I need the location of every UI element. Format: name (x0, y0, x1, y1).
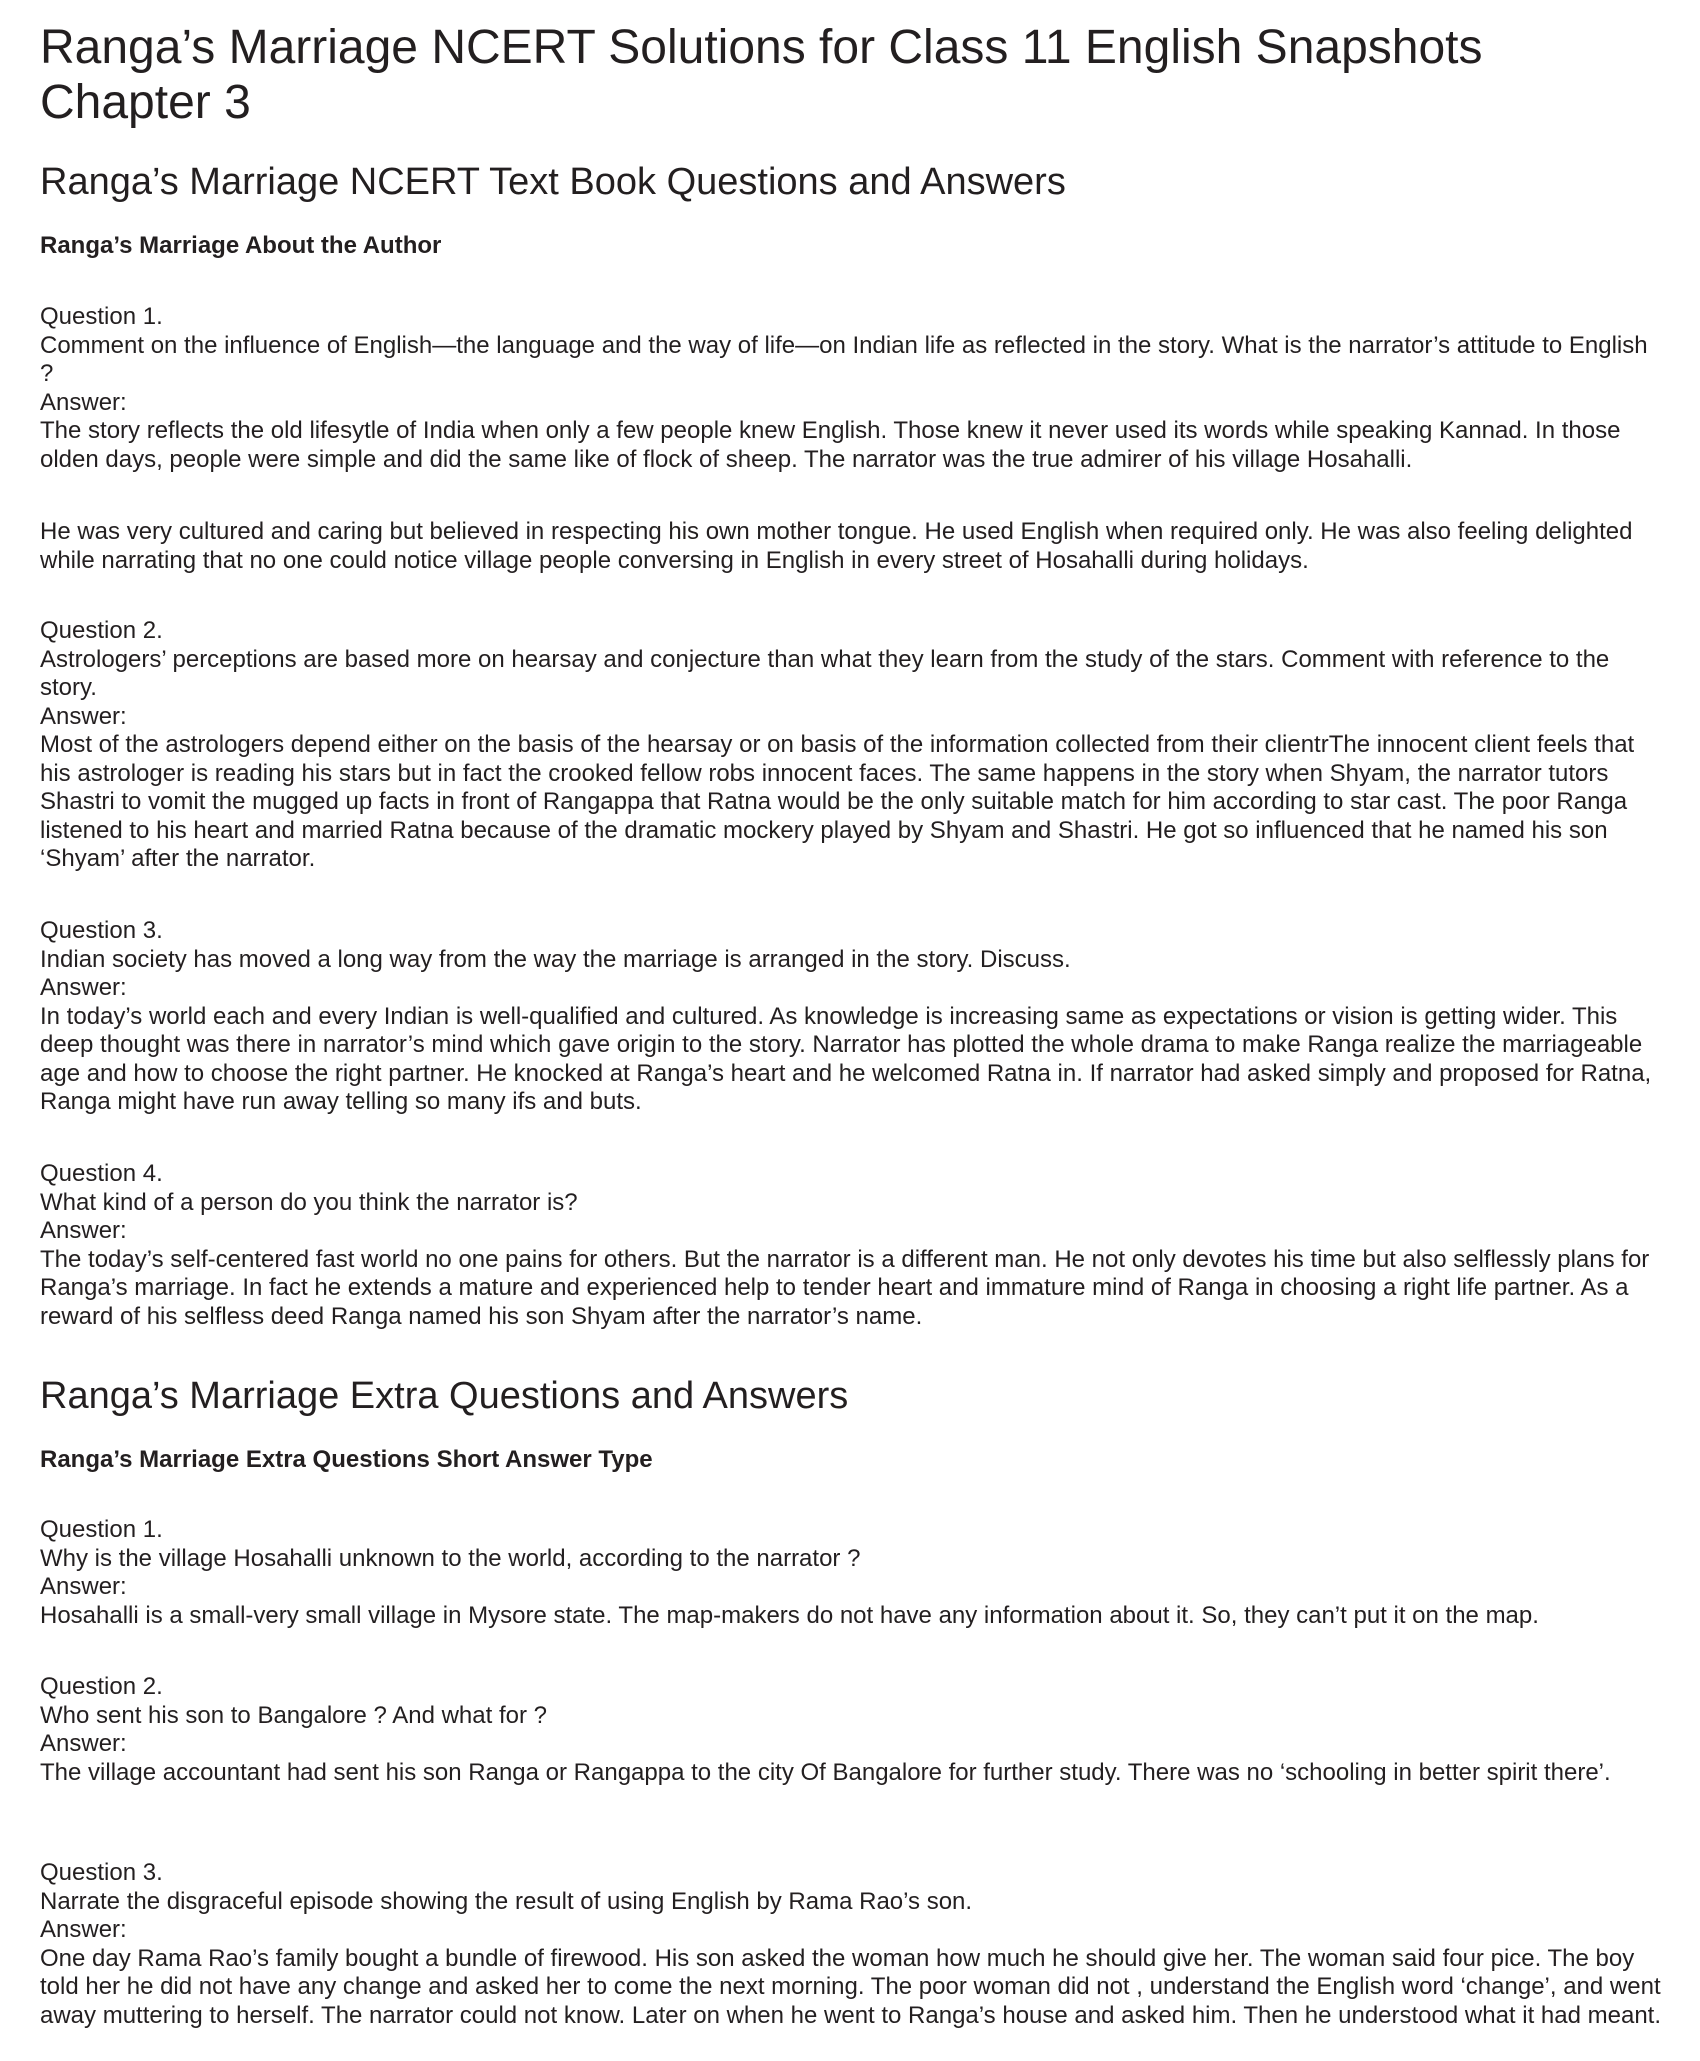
question-label: Question 3. (40, 917, 163, 944)
qa-block-extra-q1 (40, 1516, 1665, 1630)
answer-label: Answer: (40, 388, 127, 416)
answer-label: Answer: (40, 1730, 127, 1757)
answer-paragraph-continued: He was very cultured and caring but believed in respecting his own mother tongue. He used English when required only. He was also feeling delighted while narrating that no one could notice village people conversing in English in every street of Hosahalli during holidays. (40, 518, 1633, 574)
question-label: Question 2. (40, 1673, 163, 1700)
qa-block-ncert-q4 (40, 1160, 1665, 1331)
qa-block-extra-q3 (40, 1859, 1665, 2030)
answer-label: Answer: (40, 1916, 127, 1943)
question-text: Who sent his son to Bangalore ? And what for ? (40, 1701, 547, 1729)
answer-label: Answer: (40, 702, 127, 730)
subheading-about-author: Ranga’s Marriage About the Author (40, 232, 442, 259)
qa-block-extra-q2 (40, 1673, 1665, 1787)
section-heading-extra: Ranga’s Marriage Extra Questions and Answers (40, 1375, 849, 1417)
qa-block-ncert-q3 (40, 917, 1665, 1117)
question-text: Astrologers’ perceptions are based more on hearsay and conjecture than what they learn from the study of the stars. Comment with reference to the story. (40, 645, 1610, 701)
question-text: Indian society has moved a long way from the way the marriage is arranged in the story. Discuss. (40, 945, 1071, 973)
qa-block-ncert-q1 (40, 303, 1665, 474)
answer-text: Hosahalli is a small-very small village in Mysore state. The map-makers do not have any information about it. So, they can’t put it on the map. (40, 1601, 1539, 1629)
question-label: Question 4. (40, 1160, 163, 1187)
answer-text: Most of the astrologers depend either on the basis of the hearsay or on basis of the information collected from their clientrThe innocent client feels that his astrologer is reading his stars but in fact the crooked fellow robs innocent faces. The same happens in the story when Shyam, the narrator tutors Shastri to vomit the mugged up facts in front of Rangappa that Ratna would be the only suitable match for him according to star cast. The poor Ranga listened to his heart and married Ratna because of the dramatic mockery played by Shyam and Shastri. He got so influenced that he named his son ‘Shyam’ after the narrator. (40, 731, 1635, 872)
answer-text: The today’s self-centered fast world no one pains for others. But the narrator is a different man. He not only devotes his time but also selflessly plans for Ranga’s marriage. In fact he extends a mature and experienced help to tender heart and immature mind of Ranga in choosing a right life partner. As a reward of his selfless deed Ranga named his son Shyam after the narrator’s name. (40, 1245, 1650, 1330)
answer-text: In today’s world each and every Indian is well-qualified and cultured. As knowledge is increasing same as expectations or vision is getting wider. This deep thought was there in narrator’s mind which gave origin to the story. Narrator has plotted the whole drama to make Ranga realize the marriageable age and how to choose the right partner. He knocked at Ranga’s heart and he welcomed Ratna in. If narrator had asked simply and proposed for Ratna, Ranga might have run away telling so many ifs and buts. (40, 1002, 1652, 1115)
answer-text: One day Rama Rao’s family bought a bundle of firewood. His son asked the woman how much he should give her. The woman said four pice. The boy told her he did not have any change and asked her to come the next morning. The poor woman did not , understand the English word ‘change’, and went away muttering to herself. The narrator could not know. Later on when he went to Ranga’s house and asked him. Then he understood what it had meant. (40, 1944, 1662, 2029)
question-label: Question 3. (40, 1859, 163, 1886)
qa-block-ncert-q2 (40, 617, 1665, 874)
subheading-short-answer: Ranga’s Marriage Extra Questions Short Answer Type (40, 1446, 653, 1473)
answer-label: Answer: (40, 974, 127, 1001)
question-label: Question 2. (40, 617, 163, 644)
page-title: Ranga’s Marriage NCERT Solutions for Class 11 English Snapshots Chapter 3 (40, 21, 1483, 129)
question-text: What kind of a person do you think the narrator is? (40, 1188, 578, 1216)
question-text: Narrate the disgraceful episode showing the result of using English by Rama Rao’s son. (40, 1887, 973, 1915)
answer-label: Answer: (40, 1573, 127, 1600)
question-label: Question 1. (40, 303, 163, 330)
section-heading-ncert: Ranga’s Marriage NCERT Text Book Questions and Answers (40, 161, 1066, 203)
question-text: Comment on the influence of English—the language and the way of life—on Indian life as reflected in the story. What is the narrator’s attitude to English ? (40, 331, 1648, 387)
answer-text: The story reflects the old lifesytle of India when only a few people knew English. Those knew it never used its words while speaking Kannad. In those olden days, people were simple and did the same like of flock of sheep. The narrator was the true admirer of his village Hosahalli. (40, 417, 1621, 473)
answer-text: The village accountant had sent his son Ranga or Rangappa to the city Of Bangalore for further study. There was no ‘schooling in better spirit there’. (40, 1758, 1611, 1786)
question-text: Why is the village Hosahalli unknown to the world, according to the narrator ? (40, 1544, 861, 1572)
answer-label: Answer: (40, 1217, 127, 1244)
question-label: Question 1. (40, 1516, 163, 1543)
